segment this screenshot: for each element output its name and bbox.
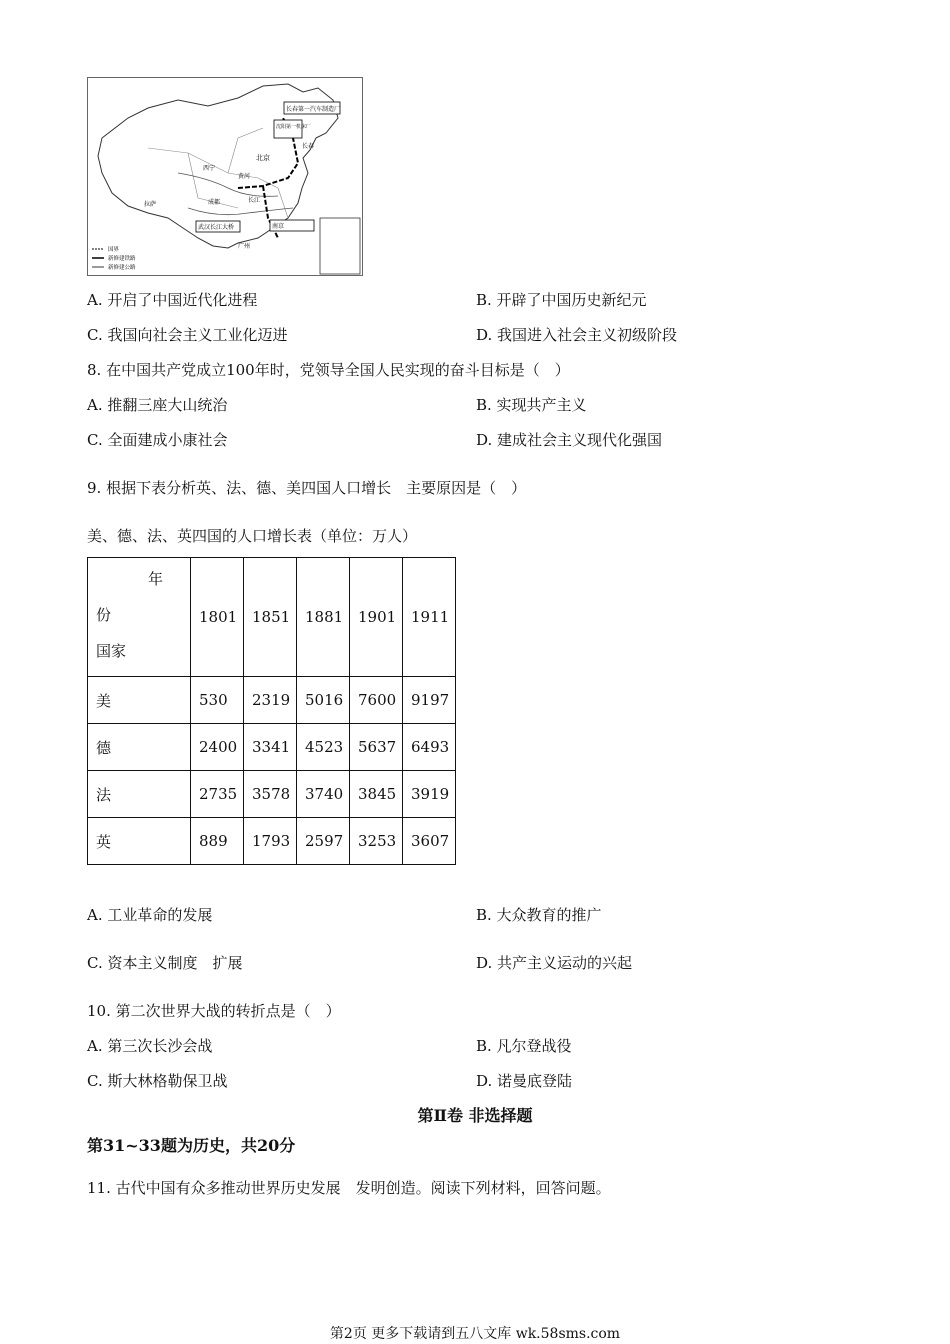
header-country-label: 国家 [96,642,127,660]
q9-stem: 9. 根据下表分析英、法、德、美四国人口增长 主要原因是（ ） [87,479,527,497]
table-row [88,724,456,771]
table-cell: 3919 [403,771,456,818]
population-table [87,557,456,865]
table-cell: 5016 [297,677,350,724]
header-year: 1851 [244,558,297,677]
q8-option-c: C. 全面建成小康社会 [87,431,228,449]
table-cell: 4523 [297,724,350,771]
q8-option-a: A. 推翻三座大山统治 [87,396,228,414]
page-footer: 第2页 更多下载请到五八文库 wk.58sms.com [329,1326,621,1342]
q9-option-b: B. 大众教育的推广 [476,906,602,924]
row-country: 法 [88,771,191,818]
q8-stem: 8. 在中国共产党成立100年时，党领导全国人民实现的奋斗目标是（ ） [87,361,570,379]
china-map-figure [87,77,363,276]
q10-option-d: D. 诺曼底登陆 [476,1072,573,1090]
table-row [88,771,456,818]
section-subtitle: 第31~33题为历史，共20分 [87,1136,296,1155]
q10-option-a: A. 第三次长沙会战 [87,1037,213,1055]
legend-railway: 新修建铁路 [108,256,136,262]
table-cell: 2319 [244,677,297,724]
row-country: 德 [88,724,191,771]
row-country: 美 [88,677,191,724]
map-label-lhasa: 拉萨 [144,201,157,208]
map-label-xining: 西宁 [203,165,216,172]
q10-option-c: C. 斯大林格勒保卫战 [87,1072,228,1090]
table-cell: 3253 [350,818,403,865]
table-cell: 2400 [191,724,244,771]
table-cell: 1793 [244,818,297,865]
q9-option-d: D. 共产主义运动的兴起 [476,954,633,972]
table-cell: 9197 [403,677,456,724]
table-cell: 6493 [403,724,456,771]
table-row [88,677,456,724]
table-cell: 3845 [350,771,403,818]
map-label-changjiang: 长江 [248,197,261,204]
table-cell: 7600 [350,677,403,724]
header-year: 1901 [350,558,403,677]
legend-highway: 新修建公路 [108,265,136,271]
map-label-wuhan-bridge: 武汉长江大桥 [198,224,235,231]
header-year: 1881 [297,558,350,677]
table-header-corner [88,558,191,677]
table-cell: 2735 [191,771,244,818]
header-year-label-1: 年 [148,570,164,588]
table-cell: 530 [191,677,244,724]
table-cell: 889 [191,818,244,865]
q7-option-a: A. 开启了中国近代化进程 [87,291,258,309]
table-cell: 3740 [297,771,350,818]
legend-border: 国界 [108,247,120,253]
table-cell: 3607 [403,818,456,865]
table-cell: 3341 [244,724,297,771]
table-cell: 5637 [350,724,403,771]
table-cell: 2597 [297,818,350,865]
map-label-guangzhou: 广州 [238,243,251,250]
q10-option-b: B. 凡尔登战役 [476,1037,572,1055]
q9-option-a: A. 工业革命的发展 [87,906,213,924]
header-year: 1801 [191,558,244,677]
q7-option-d: D. 我国进入社会主义初级阶段 [476,326,678,344]
q7-option-b: B. 开辟了中国历史新纪元 [476,291,647,309]
map-label-shenyang: 沈阳第一机床厂 [276,124,312,130]
table-cell: 3578 [244,771,297,818]
map-legend [92,245,136,271]
map-label-chengdu: 成都 [208,199,221,206]
q8-option-d: D. 建成社会主义现代化强国 [476,431,663,449]
table-header-row [88,558,456,677]
map-label-changchun-auto: 长春第一汽车制造厂 [286,106,341,113]
q10-stem: 10. 第二次世界大战的转折点是（ ） [87,1002,341,1020]
q11-stem: 11. 古代中国有众多推动世界历史发展 发明创造。阅读下列材料，回答问题。 [87,1179,611,1197]
table-row [88,818,456,865]
map-label-huanghe: 黄河 [238,173,251,180]
map-label-changchun: 长春 [302,143,315,150]
q9-option-c: C. 资本主义制度 扩展 [87,954,243,972]
section-title: 第Ⅱ卷 非选择题 [417,1106,533,1125]
header-year: 1911 [403,558,456,677]
q7-option-c: C. 我国向社会主义工业化迈进 [87,326,288,344]
map-label-nanjing: 南京 [272,223,285,230]
china-map-svg [88,78,362,275]
row-country: 英 [88,818,191,865]
map-label-beijing: 北京 [256,154,270,162]
q8-option-b: B. 实现共产主义 [476,396,587,414]
header-year-label-2: 份 [96,606,112,624]
q9-table-title: 美、德、法、英四国的人口增长表（单位：万人） [87,527,418,545]
